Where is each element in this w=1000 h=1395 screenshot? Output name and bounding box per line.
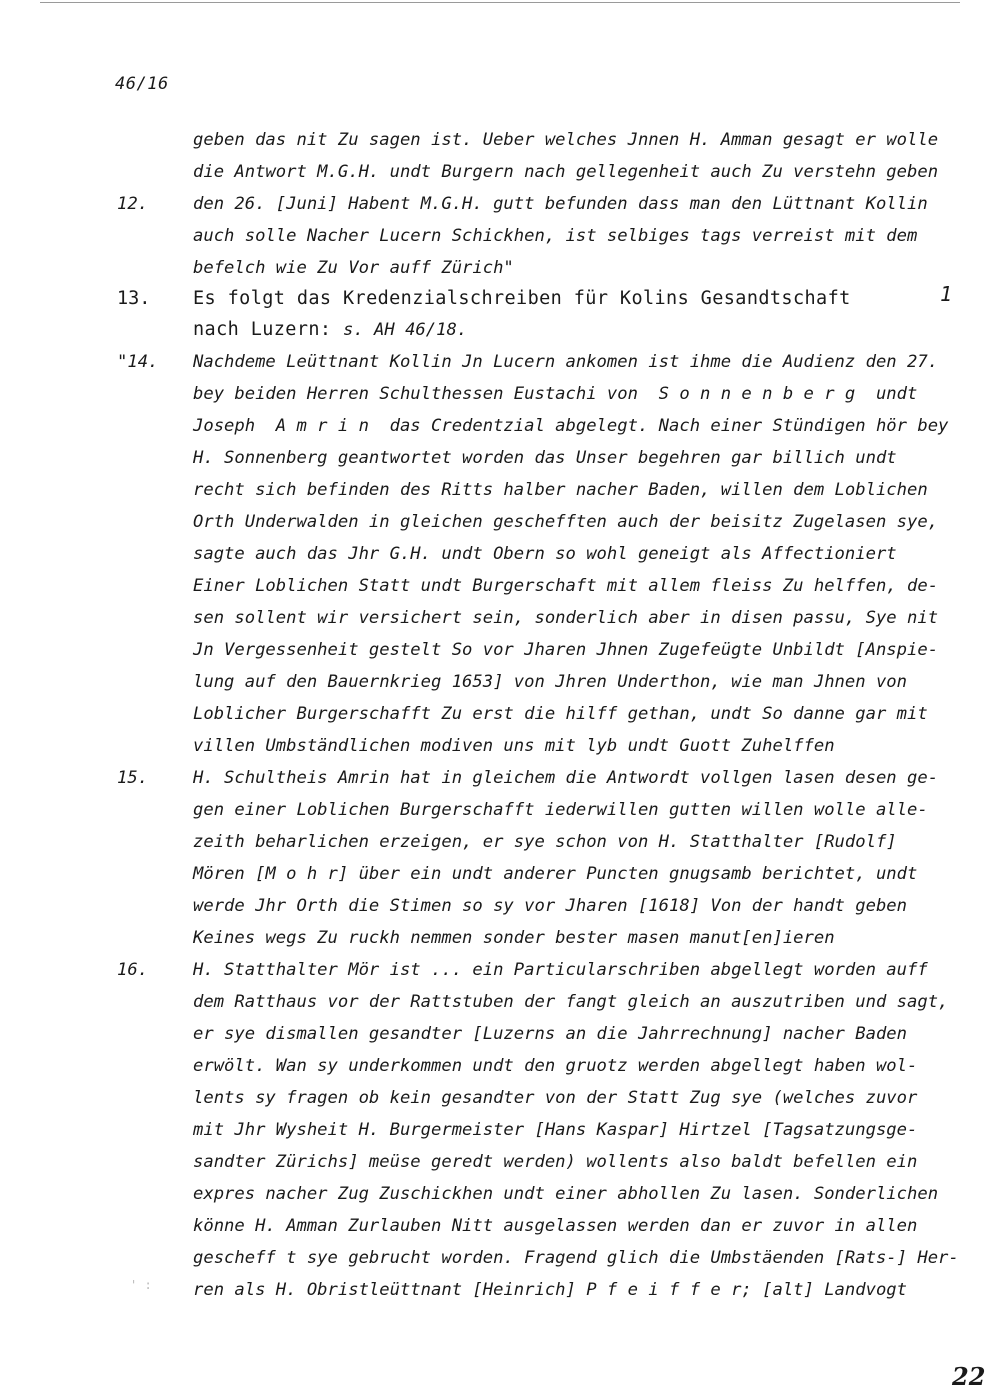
text-line: könne H. Amman Zurlauben Nitt ausgelassen werden dan er zuvor in allen <box>193 1216 918 1236</box>
scan-speck: ' : <box>130 1278 152 1292</box>
text-line: auch solle Nacher Lucern Schickhen, ist selbiges tags verreist mit dem <box>193 226 918 246</box>
corner-page-mark: 22 <box>952 1362 986 1391</box>
entry-number: "14. <box>117 352 159 372</box>
entry-number: 16. <box>117 960 149 980</box>
text-line: sandter Zürichs] meüse geredt werden) wollents also baldt befellen ein <box>193 1152 918 1172</box>
entry-number: 12. <box>117 194 149 214</box>
text-line: sagte auch das Jhr G.H. undt Obern so wohl geneigt als Affectioniert <box>193 544 897 564</box>
text-line: lung auf den Bauernkrieg 1653] von Jhren Underthon, wie man Jhnen von <box>193 672 907 692</box>
text-line: befelch wie Zu Vor auff Zürich" <box>193 258 514 278</box>
text-line: Jn Vergessenheit gestelt So vor Jharen Jhnen Zugefeügte Unbildt [Anspie- <box>193 640 939 660</box>
text-line: lents sy fragen ob kein gesandter von der Statt Zug sye (welches zuvor <box>193 1088 918 1108</box>
text-line: Es folgt das Kredenzialschreiben für Kolins Gesandtschaft <box>193 288 851 309</box>
top-border-line <box>40 2 960 3</box>
text-upright: nach Luzern: <box>193 319 343 340</box>
text-line: villen Umbständlichen modiven uns mit lyb undt Guott Zuhelffen <box>193 736 835 756</box>
text-line: H. Schultheis Amrin hat in gleichem die Antwordt vollgen lasen desen ge- <box>193 768 939 788</box>
text-line: ren als H. Obristleüttnant [Heinrich] P f e i f f e r; [alt] Landvogt <box>193 1280 907 1300</box>
text-italic: s. AH 46/18. <box>343 320 468 340</box>
text-line: sen sollent wir versichert sein, sonderlich aber in disen passu, Sye nit <box>193 608 939 628</box>
entry-number: 13. <box>117 288 151 309</box>
text-line: er sye dismallen gesandter [Luzerns an die Jahrrechnung] nacher Baden <box>193 1024 907 1044</box>
text-line: dem Ratthaus vor der Rattstuben der fangt gleich an auszutriben und sagt, <box>193 992 949 1012</box>
text-line: H. Sonnenberg geantwortet worden das Unser begehren gar billich undt <box>193 448 897 468</box>
text-line: Einer Loblichen Statt undt Burgerschaft mit allem fleiss Zu helffen, de- <box>193 576 939 596</box>
text-line: bey beiden Herren Schulthessen Eustachi von S o n n e n b e r g undt <box>193 384 918 404</box>
text-line: zeith beharlichen erzeigen, er sye schon von H. Statthalter [Rudolf] <box>193 832 897 852</box>
text-line: Nachdeme Leüttnant Kollin Jn Lucern ankomen ist ihme die Audienz den 27. <box>193 352 939 372</box>
text-line: Joseph A m r i n das Credentzial abgelegt. Nach einer Stündigen hör bey <box>193 416 949 436</box>
text-line: H. Statthalter Mör ist ... ein Particularschriben abgellegt worden auff <box>193 960 928 980</box>
text-line: Keines wegs Zu ruckh nemmen sonder bester masen manut[en]ieren <box>193 928 835 948</box>
text-line: gen einer Loblichen Burgerschafft iederwillen gutten willen wolle alle- <box>193 800 928 820</box>
text-line: werde Jhr Orth die Stimen so sy vor Jharen [1618] Von der handt geben <box>193 896 907 916</box>
text-line: geben das nit Zu sagen ist. Ueber welches Jnnen H. Amman gesagt er wolle <box>193 130 939 150</box>
page-id: 46/16 <box>115 74 169 94</box>
text-line: den 26. [Juni] Habent M.G.H. gutt befunden dass man den Lüttnant Kollin <box>193 194 928 214</box>
text-line: die Antwort M.G.H. undt Burgern nach gellegenheit auch Zu verstehn geben <box>193 162 939 182</box>
text-line: Loblicher Burgerschafft Zu erst die hilff gethan, undt So danne gar mit <box>193 704 928 724</box>
text-line-mixed <box>193 314 467 346</box>
text-line: Mören [M o h r] über ein undt anderer Puncten gnugsamb berichtet, undt <box>193 864 918 884</box>
text-line: mit Jhr Wysheit H. Burgermeister [Hans Kaspar] Hirtzel [Tagsatzungsge- <box>193 1120 918 1140</box>
text-line: expres nacher Zug Zuschickhen undt einer abhollen Zu lasen. Sonderlichen <box>193 1184 939 1204</box>
margin-mark: 1 <box>940 282 953 306</box>
text-line: Orth Underwalden in gleichen geschefften auch der beisitz Zugelasen sye, <box>193 512 939 532</box>
entry-number: 15. <box>117 768 149 788</box>
text-line: recht sich befinden des Ritts halber nacher Baden, willen dem Loblichen <box>193 480 928 500</box>
text-line: erwölt. Wan sy underkommen undt den gruotz werden abgellegt haben wol- <box>193 1056 918 1076</box>
text-line: gescheff t sye gebrucht worden. Fragend glich die Umbstäenden [Rats-] Her- <box>193 1248 959 1268</box>
